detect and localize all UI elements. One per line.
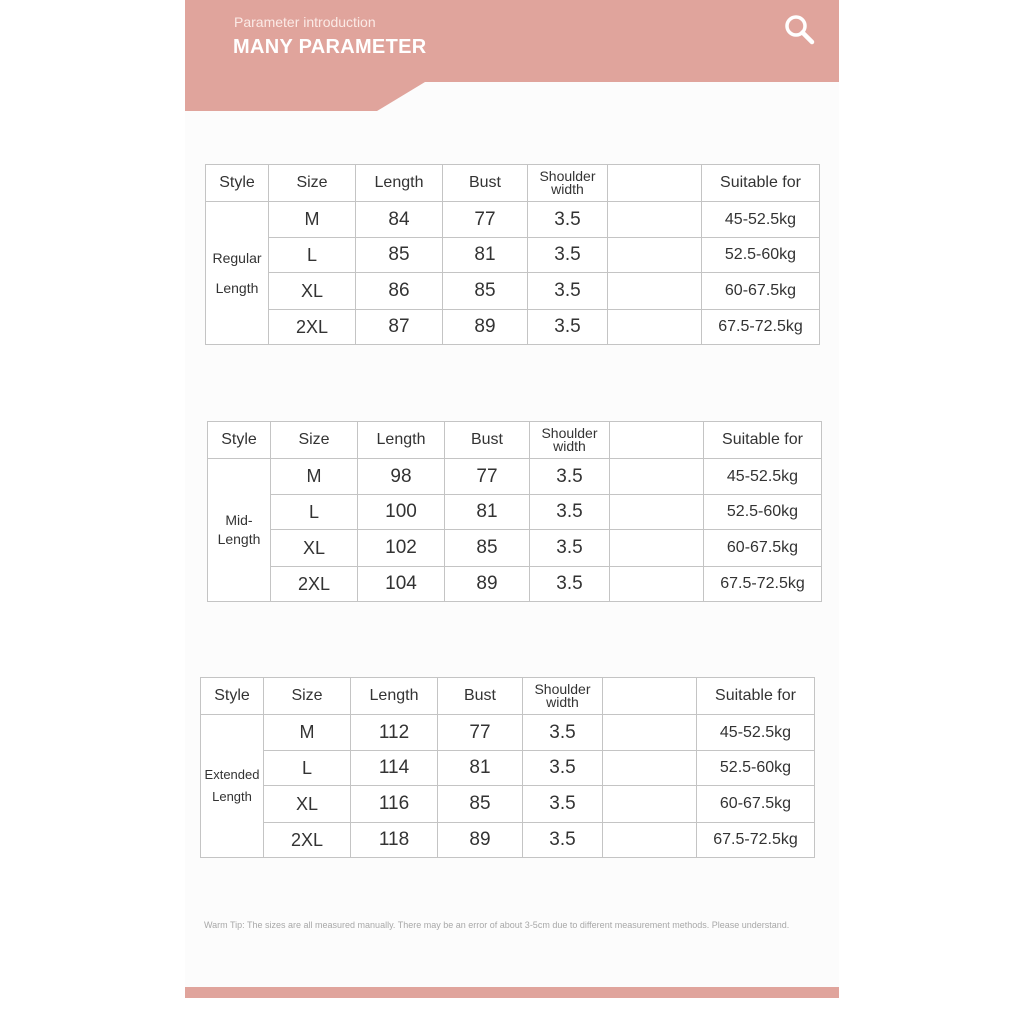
- table-row: [201, 786, 815, 823]
- column-header-length: Length: [356, 165, 443, 202]
- column-header-shoulder-width: Shoulder width: [530, 422, 610, 459]
- size-cell: XL: [269, 273, 356, 310]
- size-cell: M: [264, 715, 351, 751]
- length-cell: 100: [358, 495, 445, 530]
- shoulder-cell: 3.5: [528, 202, 608, 238]
- bust-cell: 85: [443, 273, 528, 310]
- column-header-length: Length: [358, 422, 445, 459]
- blank-cell: [608, 273, 702, 310]
- size-table-extended-length: [200, 677, 815, 858]
- size-cell: 2XL: [271, 567, 358, 602]
- suitable-cell: 52.5-60kg: [697, 751, 815, 786]
- bust-cell: 85: [445, 530, 530, 567]
- length-cell: 84: [356, 202, 443, 238]
- shoulder-cell: 3.5: [530, 530, 610, 567]
- shoulder-cell: 3.5: [523, 786, 603, 823]
- table-row: [206, 202, 820, 238]
- length-cell: 104: [358, 567, 445, 602]
- length-cell: 116: [351, 786, 438, 823]
- length-cell: 118: [351, 823, 438, 858]
- blank-cell: [610, 495, 704, 530]
- length-cell: 98: [358, 459, 445, 495]
- length-cell: 86: [356, 273, 443, 310]
- table-header-row: [206, 165, 820, 202]
- size-cell: L: [264, 751, 351, 786]
- column-header-bust: Bust: [438, 678, 523, 715]
- table-row: [206, 273, 820, 310]
- suitable-cell: 60-67.5kg: [697, 786, 815, 823]
- table-row: [208, 567, 822, 602]
- suitable-cell: 67.5-72.5kg: [697, 823, 815, 858]
- table-row: [206, 310, 820, 345]
- shoulder-cell: 3.5: [523, 715, 603, 751]
- size-cell: L: [269, 238, 356, 273]
- suitable-cell: 60-67.5kg: [702, 273, 820, 310]
- column-header-blank: [608, 165, 702, 202]
- blank-cell: [608, 202, 702, 238]
- column-header-blank: [603, 678, 697, 715]
- column-header-bust: Bust: [443, 165, 528, 202]
- header-title: MANY PARAMETER: [233, 36, 427, 58]
- table-header-row: [208, 422, 822, 459]
- blank-cell: [603, 715, 697, 751]
- length-cell: 85: [356, 238, 443, 273]
- bust-cell: 81: [443, 238, 528, 273]
- style-label: Regular Length: [206, 202, 269, 345]
- shoulder-cell: 3.5: [530, 567, 610, 602]
- table-row: [201, 715, 815, 751]
- shoulder-cell: 3.5: [528, 310, 608, 345]
- column-header-bust: Bust: [445, 422, 530, 459]
- table-row: [201, 751, 815, 786]
- column-header-size: Size: [269, 165, 356, 202]
- shoulder-cell: 3.5: [523, 823, 603, 858]
- header-subtitle: Parameter introduction: [234, 14, 376, 30]
- length-cell: 87: [356, 310, 443, 345]
- column-header-shoulder-width: Shoulder width: [528, 165, 608, 202]
- length-cell: 112: [351, 715, 438, 751]
- suitable-cell: 45-52.5kg: [697, 715, 815, 751]
- suitable-cell: 45-52.5kg: [704, 459, 822, 495]
- shoulder-cell: 3.5: [530, 495, 610, 530]
- size-table-mid-length: [207, 421, 822, 602]
- table-row: [208, 495, 822, 530]
- bust-cell: 77: [443, 202, 528, 238]
- table-header-row: [201, 678, 815, 715]
- suitable-cell: 67.5-72.5kg: [704, 567, 822, 602]
- bust-cell: 89: [438, 823, 523, 858]
- size-cell: XL: [264, 786, 351, 823]
- suitable-cell: 52.5-60kg: [704, 495, 822, 530]
- suitable-cell: 52.5-60kg: [702, 238, 820, 273]
- bust-cell: 77: [438, 715, 523, 751]
- shoulder-cell: 3.5: [528, 273, 608, 310]
- bust-cell: 81: [445, 495, 530, 530]
- column-header-shoulder-width: Shoulder width: [523, 678, 603, 715]
- size-cell: 2XL: [269, 310, 356, 345]
- table-row: [201, 823, 815, 858]
- column-header-blank: [610, 422, 704, 459]
- column-header-style: Style: [206, 165, 269, 202]
- search-icon[interactable]: [782, 12, 816, 46]
- shoulder-cell: 3.5: [528, 238, 608, 273]
- length-cell: 114: [351, 751, 438, 786]
- size-cell: M: [271, 459, 358, 495]
- table-row: [208, 459, 822, 495]
- size-cell: L: [271, 495, 358, 530]
- style-label: Mid-Length: [208, 459, 271, 602]
- size-cell: XL: [271, 530, 358, 567]
- column-header-size: Size: [264, 678, 351, 715]
- blank-cell: [608, 310, 702, 345]
- bust-cell: 89: [445, 567, 530, 602]
- warm-tip-note: Warm Tip: The sizes are all measured manually. There may be an error of about 3-5cm due to different measurement methods. Please understand.: [204, 920, 790, 930]
- shoulder-cell: 3.5: [523, 751, 603, 786]
- column-header-suitable-for: Suitable for: [697, 678, 815, 715]
- footer-bar: [185, 987, 839, 998]
- blank-cell: [610, 567, 704, 602]
- suitable-cell: 45-52.5kg: [702, 202, 820, 238]
- bust-cell: 81: [438, 751, 523, 786]
- column-header-style: Style: [208, 422, 271, 459]
- column-header-style: Style: [201, 678, 264, 715]
- column-header-size: Size: [271, 422, 358, 459]
- blank-cell: [603, 823, 697, 858]
- blank-cell: [603, 751, 697, 786]
- table-row: [208, 530, 822, 567]
- size-cell: M: [269, 202, 356, 238]
- column-header-suitable-for: Suitable for: [702, 165, 820, 202]
- suitable-cell: 60-67.5kg: [704, 530, 822, 567]
- bust-cell: 77: [445, 459, 530, 495]
- size-table-regular: [205, 164, 820, 345]
- shoulder-cell: 3.5: [530, 459, 610, 495]
- blank-cell: [603, 786, 697, 823]
- column-header-suitable-for: Suitable for: [704, 422, 822, 459]
- bust-cell: 85: [438, 786, 523, 823]
- suitable-cell: 67.5-72.5kg: [702, 310, 820, 345]
- blank-cell: [610, 530, 704, 567]
- blank-cell: [608, 238, 702, 273]
- table-row: [206, 238, 820, 273]
- column-header-length: Length: [351, 678, 438, 715]
- blank-cell: [610, 459, 704, 495]
- style-label: Extended Length: [201, 715, 264, 858]
- bust-cell: 89: [443, 310, 528, 345]
- size-cell: 2XL: [264, 823, 351, 858]
- length-cell: 102: [358, 530, 445, 567]
